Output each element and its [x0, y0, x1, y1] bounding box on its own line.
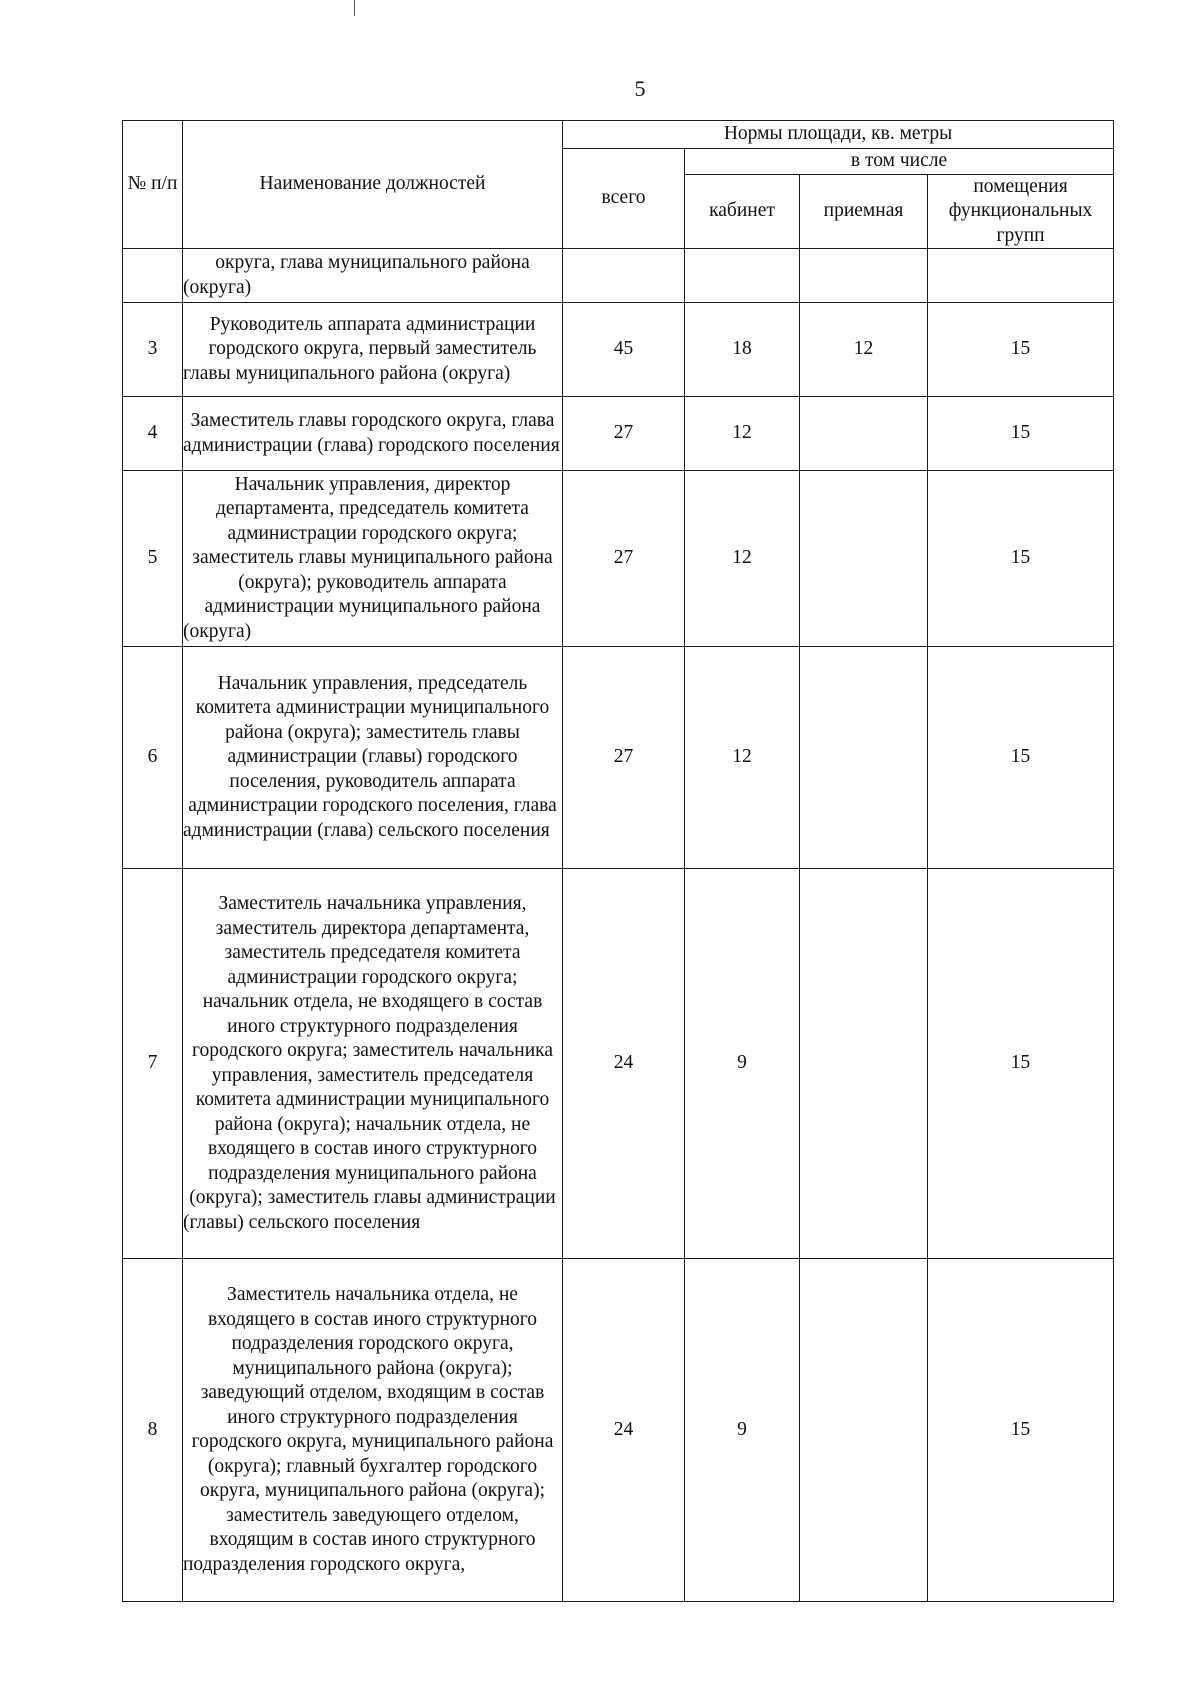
area-functional: 15 — [928, 303, 1114, 397]
area-total: 24 — [563, 1259, 685, 1602]
area-reception — [800, 1259, 928, 1602]
area-functional: 15 — [928, 471, 1114, 647]
header-office: кабинет — [685, 174, 800, 249]
table-row — [123, 1259, 1114, 1602]
area-total: 45 — [563, 303, 685, 397]
table-row — [123, 249, 1114, 303]
table-row — [123, 869, 1114, 1259]
row-number — [123, 249, 183, 303]
area-norms-table — [122, 120, 1114, 1602]
position-name: Начальник управления, председатель комитета администрации муниципального района (округа); заместитель главы администрации (главы) городского поселения, руководитель аппарата администрации городского поселения, глава администрации (глава) сельского поселения — [183, 647, 563, 869]
area-total: 27 — [563, 397, 685, 471]
position-name: Руководитель аппарата администрации городского округа, первый заместитель главы муниципального района (округа) — [183, 303, 563, 397]
area-office: 12 — [685, 647, 800, 869]
position-name: Заместитель главы городского округа, глава администрации (глава) городского поселения — [183, 397, 563, 471]
position-name: Заместитель начальника отдела, не входящего в состав иного структурного подразделения городского округа, муниципального района (округа); заведующий отделом, входящим в состав иного структурного подразделения городского округа, муниципального района (округа); главный бухгалтер городского округа, муниципального района (округа); заместитель заведующего отделом, входящим в состав иного структурного подразделения городского округа, — [183, 1259, 563, 1602]
header-position-name: Наименование должностей — [183, 121, 563, 249]
area-reception — [800, 249, 928, 303]
area-total — [563, 249, 685, 303]
area-office: 12 — [685, 471, 800, 647]
row-number: 7 — [123, 869, 183, 1259]
area-office: 12 — [685, 397, 800, 471]
area-functional: 15 — [928, 869, 1114, 1259]
header-area-norms: Нормы площади, кв. метры — [563, 121, 1114, 149]
area-total: 27 — [563, 647, 685, 869]
scan-artifact-line — [354, 0, 355, 16]
position-name: Начальник управления, директор департамента, председатель комитета администрации городского округа; заместитель главы муниципального района (округа); руководитель аппарата администрации муниципального района (округа) — [183, 471, 563, 647]
area-functional: 15 — [928, 1259, 1114, 1602]
area-office — [685, 249, 800, 303]
page-number: 5 — [634, 76, 646, 101]
header-including: в том числе — [685, 149, 1114, 175]
row-number: 3 — [123, 303, 183, 397]
position-name: Заместитель начальника управления, заместитель директора департамента, заместитель председателя комитета администрации городского округа; начальник отдела, не входящего в состав иного структурного подразделения городского округа; заместитель начальника управления, заместитель председателя комитета администрации муниципального района (округа); начальник отдела, не входящего в состав иного структурного подразделения муниципального района (округа); заместитель главы администрации (главы) сельского поселения — [183, 869, 563, 1259]
area-reception — [800, 471, 928, 647]
area-functional: 15 — [928, 647, 1114, 869]
area-functional: 15 — [928, 397, 1114, 471]
row-number: 8 — [123, 1259, 183, 1602]
area-total: 24 — [563, 869, 685, 1259]
row-number: 6 — [123, 647, 183, 869]
header-reception: приемная — [800, 174, 928, 249]
area-functional — [928, 249, 1114, 303]
header-total: всего — [563, 149, 685, 249]
row-number: 5 — [123, 471, 183, 647]
area-reception — [800, 869, 928, 1259]
area-office: 18 — [685, 303, 800, 397]
table-row — [123, 397, 1114, 471]
area-reception: 12 — [800, 303, 928, 397]
table-row — [123, 303, 1114, 397]
area-office: 9 — [685, 1259, 800, 1602]
area-office: 9 — [685, 869, 800, 1259]
table-row — [123, 647, 1114, 869]
area-reception — [800, 397, 928, 471]
row-number: 4 — [123, 397, 183, 471]
table-row — [123, 471, 1114, 647]
area-reception — [800, 647, 928, 869]
area-total: 27 — [563, 471, 685, 647]
position-name: округа, глава муниципального района (округа) — [183, 249, 563, 303]
header-functional-groups: помещения функциональных групп — [928, 174, 1114, 249]
header-num: № п/п — [123, 121, 183, 249]
